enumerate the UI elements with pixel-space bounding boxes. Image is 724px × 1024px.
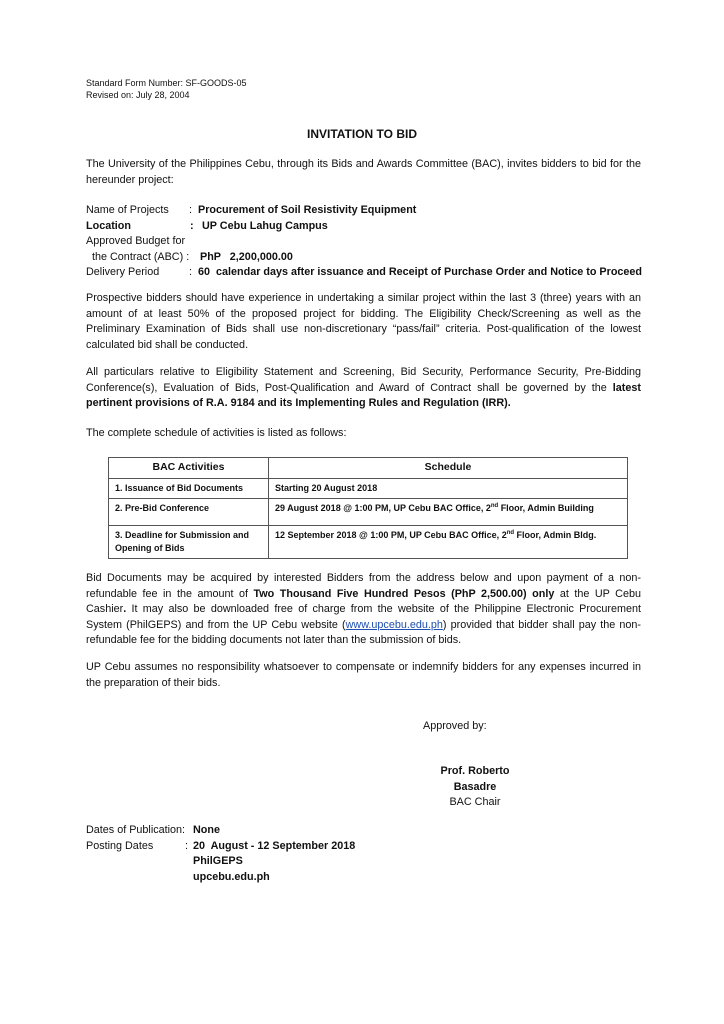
posting-dates-value: 20 August - 12 September 2018 (193, 839, 356, 852)
signature-block (419, 764, 531, 811)
schedule-text: Starting 20 August 2018 (275, 483, 378, 493)
project-details (86, 203, 646, 281)
activity-cell: 3. Deadline for Submission and Opening of Bids (109, 526, 269, 559)
signer-title: BAC Chair (449, 796, 501, 808)
abc-value: PhP 2,200,000.00 (200, 250, 293, 263)
abc-label-line-2: the Contract (ABC) : (92, 250, 190, 263)
project-name-value: Procurement of Soil Resistivity Equipment (198, 204, 417, 216)
form-number: Standard Form Number: SF-GOODS-05 (86, 78, 247, 88)
activity-cell: 2. Pre-Bid Conference (109, 499, 269, 526)
project-name-row (86, 203, 646, 219)
ordinal-suffix: nd (506, 530, 515, 536)
project-name-label: Name of Projects (86, 204, 169, 216)
form-meta (86, 77, 247, 101)
table-row (109, 499, 628, 526)
table-header-row (109, 458, 628, 479)
schedule-text-end: Floor, Admin Building (498, 503, 594, 513)
publication-block (86, 823, 486, 885)
page-title: INVITATION TO BID (307, 127, 417, 141)
schedule-cell (269, 499, 628, 526)
publication-dates-value: None (193, 824, 220, 836)
bid-documents-paragraph (86, 571, 641, 649)
bid-docs-period: . (123, 603, 127, 615)
posting-dates-label: Posting Dates (86, 839, 154, 852)
delivery-label: Delivery Period (86, 266, 160, 278)
posting-venue-website: upcebu.edu.ph (193, 870, 270, 883)
activity-cell: 1. Issuance of Bid Documents (109, 479, 269, 499)
location-label: Location (86, 219, 131, 232)
schedule-table (108, 457, 628, 559)
table-row (109, 479, 628, 499)
bid-docs-fee: Two Thousand Five Hundred Pesos (PhP 2,500.00) only (253, 587, 555, 600)
schedule-cell (269, 479, 628, 499)
signer-name: Prof. Roberto Basadre (440, 765, 510, 793)
bid-docs-text-3: It may also be downloaded free of charge from the website of the Philippine Electronic Procurement System (PhilGEPS) and from the UP Cebu website ( (86, 603, 641, 631)
schedule-text-end: Floor, Admin Bldg. (514, 530, 597, 540)
responsibility-paragraph: UP Cebu assumes no responsibility whatsoever to compensate or indemnify bidders for any expenses incurred in the preparation of their bids. (86, 661, 641, 689)
abc-label-row-1 (86, 234, 646, 250)
table-row (109, 526, 628, 559)
schedule-intro: The complete schedule of activities is listed as follows: (86, 427, 347, 439)
prospective-bidders-paragraph: Prospective bidders should have experience in undertaking a similar project within the last 3 (three) years with an amount of at least 50% of the proposed project for bidding. The Eligibility Check/Screening as well as the Preliminary Examination of Bids shall use non-discretionary “pass/fail” criteria. Post-qualification of the lowest calculated bid shall be conducted. (86, 292, 641, 351)
posting-dates-row (86, 839, 486, 855)
delivery-value: 60 calendar days after issuance and Receipt of Purchase Order and Notice to Proceed (198, 266, 643, 278)
publication-dates-label: Dates of Publication: (86, 824, 186, 836)
posting-dates-colon: : (185, 839, 188, 852)
publication-dates-row (86, 823, 486, 839)
particulars-bold: latest pertinent provisions of R.A. 9184 and its Implementing Rules and Regulation (IRR). (86, 381, 641, 409)
revision-date: Revised on: July 28, 2004 (86, 90, 190, 100)
delivery-row (86, 265, 646, 281)
abc-label-line-1: Approved Budget for (86, 235, 186, 247)
project-name-colon: : (189, 204, 192, 216)
header-bac-activities: BAC Activities (109, 458, 269, 479)
posting-venue-row (86, 870, 486, 886)
intro-paragraph: The University of the Philippines Cebu, through its Bids and Awards Committee (BAC), invites bidders to bid for the hereunder project: (86, 158, 641, 186)
bid-docs-text-1: Bid Documents may be acquired by interested Bidders from the address below and upon payment of a non-refundable fee in the amount of (86, 572, 641, 600)
abc-row (86, 250, 646, 266)
bid-docs-text-2: at the UP Cebu Cashier (86, 587, 641, 615)
schedule-cell (269, 526, 628, 559)
schedule-text: 29 August 2018 @ 1:00 PM, UP Cebu BAC Office, 2 (275, 503, 491, 513)
schedule-text: 12 September 2018 @ 1:00 PM, UP Cebu BAC Office, 2 (275, 530, 507, 540)
header-schedule: Schedule (269, 458, 628, 479)
location-value: UP Cebu Lahug Campus (202, 219, 328, 232)
posting-venue-philgeps: PhilGEPS (193, 855, 243, 867)
upcebu-website-link[interactable]: www.upcebu.edu.ph (345, 618, 443, 631)
location-row (86, 219, 646, 235)
location-colon: : (190, 219, 194, 232)
ordinal-suffix: nd (490, 503, 499, 509)
delivery-colon: : (189, 266, 192, 278)
particulars-paragraph (86, 365, 641, 412)
posting-venue-row (86, 854, 486, 870)
bid-docs-text-4: ) provided that bidder shall pay the non-refundable fee for the bidding documents not later than the submission of bids. (86, 618, 641, 646)
particulars-text: All particulars relative to Eligibility Statement and Screening, Bid Security, Performance Security, Pre-Bidding Conference(s), Evaluation of Bids, Post-Qualification and Award of Contract shall be governed by the (86, 366, 641, 394)
approved-by-label: Approved by: (423, 720, 487, 732)
